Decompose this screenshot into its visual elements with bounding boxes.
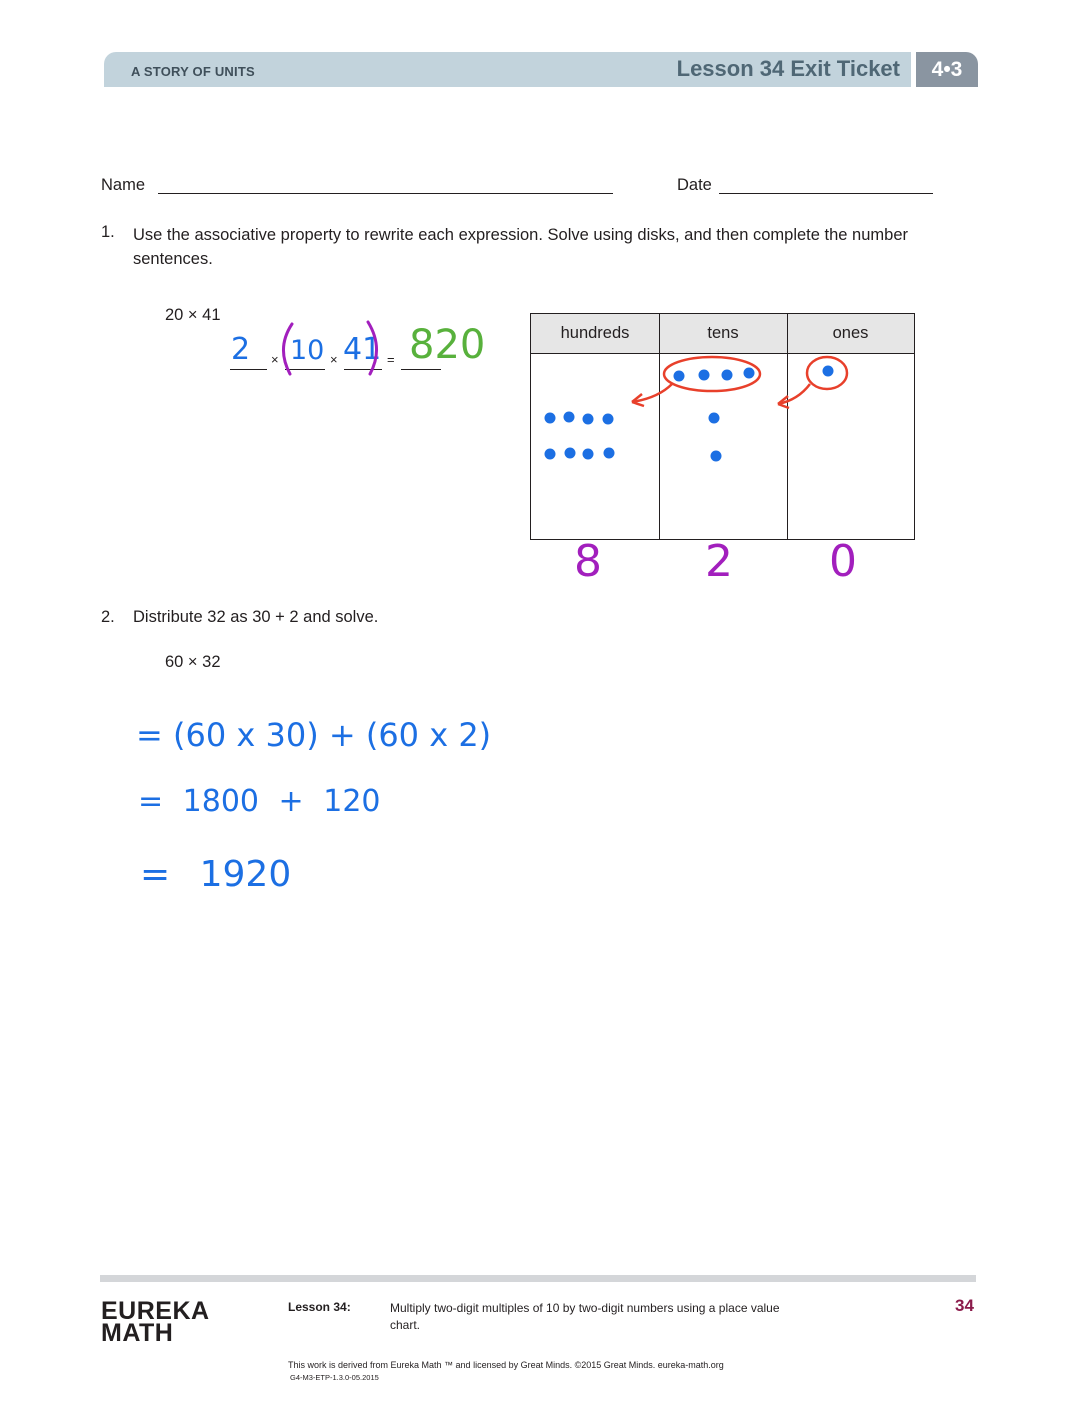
lesson-title: Lesson 34 Exit Ticket xyxy=(676,56,900,81)
blank-product[interactable] xyxy=(401,369,441,370)
document-code: G4-M3-ETP-1.3.0-05.2015 xyxy=(290,1373,379,1382)
logo-line-1: EUREKA xyxy=(101,1297,210,1325)
series-title: A STORY OF UNITS xyxy=(131,64,255,79)
date-label: Date xyxy=(677,176,712,194)
footer-lesson-label: Lesson 34: xyxy=(288,1300,351,1314)
header-hundreds: hundreds xyxy=(531,314,659,354)
equals-sign: = xyxy=(387,352,395,367)
header-ones: ones xyxy=(787,314,914,354)
footer-rule xyxy=(100,1275,976,1282)
page-number: 34 xyxy=(955,1296,974,1315)
footer-credit: This work is derived from Eureka Math ™ and licensed by Great Minds. ©2015 Great Minds. eureka-math.org xyxy=(288,1360,724,1370)
handwritten-factor1: 2 xyxy=(231,332,251,367)
times-sign-1: × xyxy=(271,352,279,367)
blank-factor1[interactable] xyxy=(230,369,267,370)
problem2-prompt: Distribute 32 as 30 + 2 and solve. xyxy=(133,608,379,626)
grade-module-badge: 4•3 xyxy=(916,52,978,87)
times-sign-2: × xyxy=(330,352,338,367)
footer-lesson-description: Multiply two-digit multiples of 10 by two-digit numbers using a place value chart. xyxy=(390,1301,780,1332)
problem1-expression: 20 × 41 xyxy=(165,306,221,324)
ones-disk xyxy=(823,366,834,377)
logo-line-2: MATH xyxy=(101,1319,174,1347)
digit-hundreds: 8 xyxy=(574,536,602,587)
work-line-2: = 1800 + 120 xyxy=(138,784,381,819)
regroup-arrow-to-hundreds xyxy=(632,384,672,402)
name-field-line[interactable] xyxy=(158,193,613,194)
problem1-prompt: Use the associative property to rewrite each expression. Solve using disks, and then complete the number sentences. xyxy=(133,226,908,268)
header-tens: tens xyxy=(659,314,787,354)
work-line-1: = (60 x 30) + (60 x 2) xyxy=(136,716,492,754)
handwritten-product: 820 xyxy=(409,322,486,368)
hundreds-disks xyxy=(545,412,615,460)
problem2-number: 2. xyxy=(101,608,115,626)
work-line-3: = 1920 xyxy=(140,854,292,895)
problem2-expression: 60 × 32 xyxy=(165,653,221,671)
digit-tens: 2 xyxy=(705,536,733,587)
problem1-number: 1. xyxy=(101,223,115,241)
digit-ones: 0 xyxy=(829,536,857,587)
tens-disks xyxy=(674,368,755,462)
handwritten-factor3: 41 xyxy=(343,332,382,367)
handwritten-factor2: 10 xyxy=(290,335,325,366)
grouping-parentheses xyxy=(276,318,386,378)
eureka-math-logo xyxy=(101,1297,210,1347)
name-label: Name xyxy=(101,176,146,194)
date-field-line[interactable] xyxy=(719,193,933,194)
chart-disks xyxy=(520,350,880,470)
